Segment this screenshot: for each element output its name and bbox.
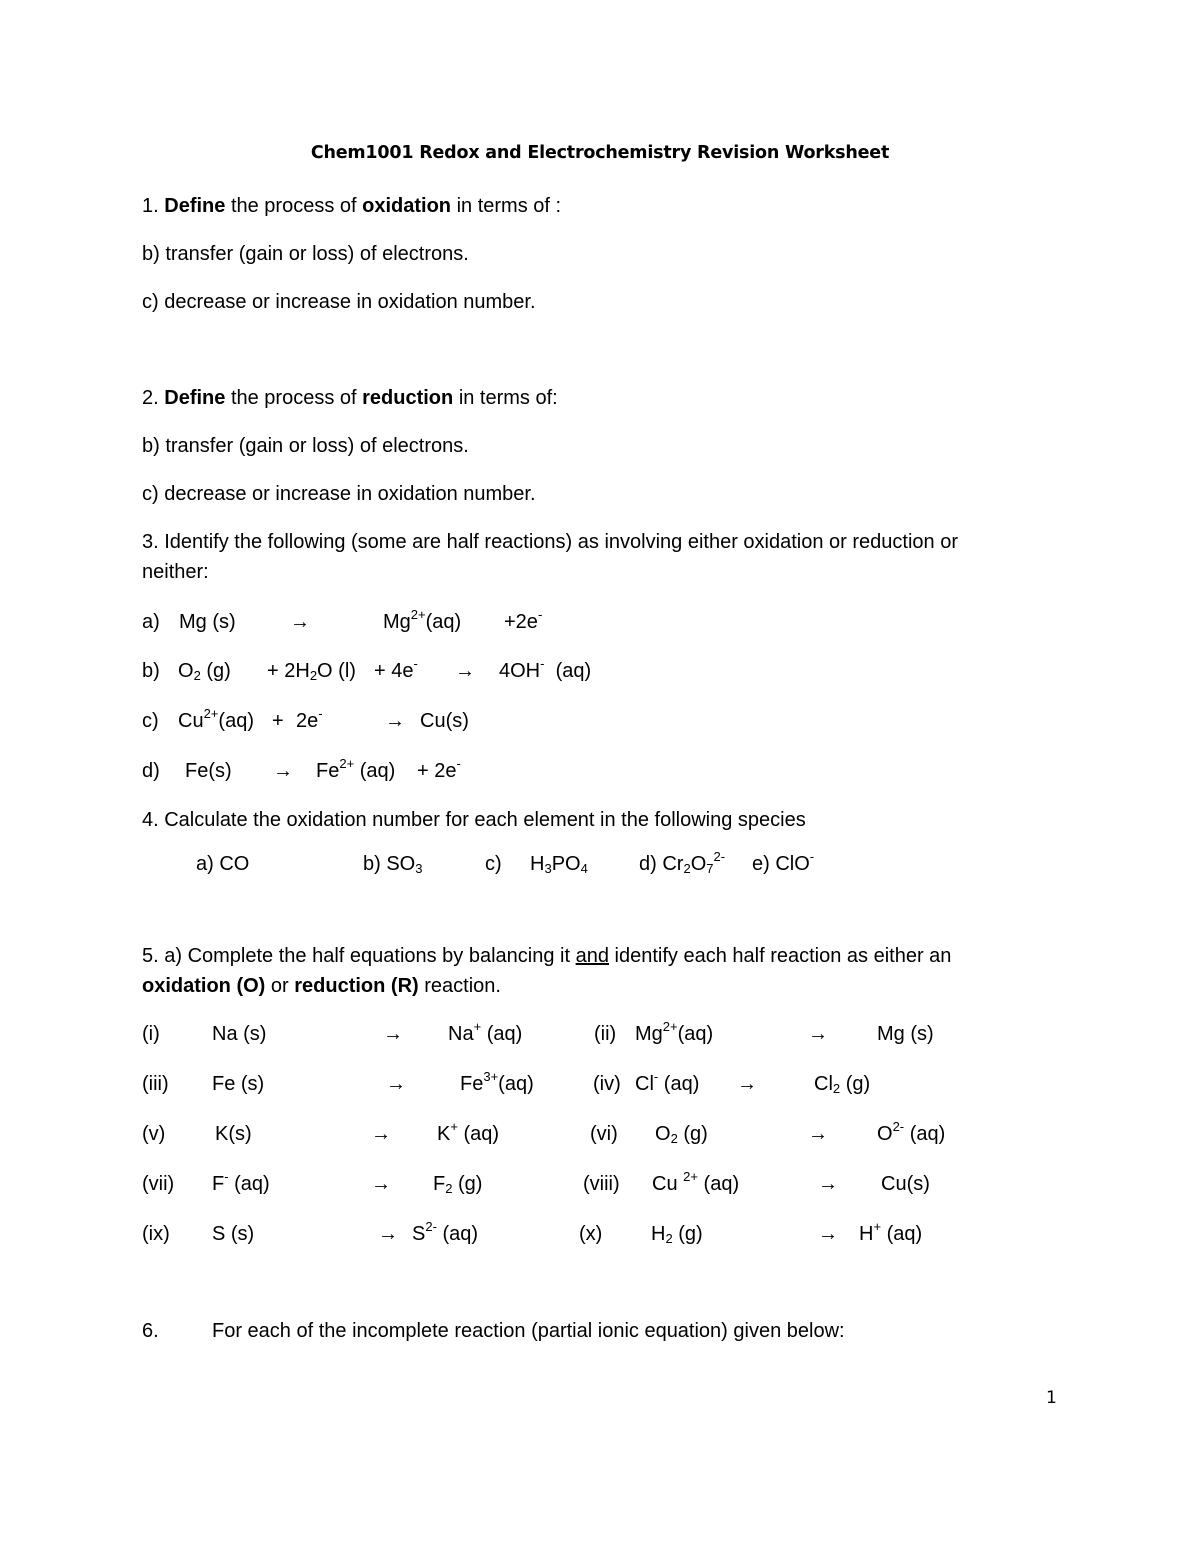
q5-arrow-ii: → [808, 1023, 828, 1045]
q5-reactant-x: $H_2$ (g) [651, 1223, 703, 1246]
q6-text: For each of the incomplete reaction (partial ionic equation) given below: [212, 1320, 845, 1342]
q2-part-c: c) decrease or increase in oxidation number. [142, 483, 536, 505]
q5-product-ii: Mg (s) [877, 1023, 934, 1045]
q5-reactant-iii: Fe (s) [212, 1073, 265, 1095]
q5-label-x: (x) [579, 1223, 603, 1245]
q3d-reactant: Fe(s) [185, 760, 232, 782]
q3d-electrons: + 2e- [417, 756, 461, 782]
q3c-plus: + [272, 710, 284, 732]
q1-part-c: c) decrease or increase in oxidation number. [142, 291, 536, 313]
question-3-line2: neither: [142, 561, 209, 583]
q3a-label: a) [142, 611, 160, 633]
q5-arrow-viii: → [818, 1173, 838, 1195]
q5-arrow-iv: → [737, 1073, 757, 1095]
q2-part-b: b) transfer (gain or loss) of electrons. [142, 435, 469, 457]
q5-reactant-i: Na (s) [212, 1023, 267, 1045]
q3c-electrons: 2e- [296, 706, 323, 732]
q5-arrow-i: → [383, 1023, 403, 1045]
q3d-arrow: → [273, 760, 293, 782]
q5-reactant-ii: $Mg^{2+}(aq)$ [635, 1019, 714, 1045]
q3c-arrow: → [385, 710, 405, 732]
q3c-product: Cu(s) [420, 710, 469, 732]
q4-species-c: $H_3PO_4$ [530, 853, 588, 876]
question-5-line2: oxidation (O) or reduction (R) reaction. [142, 975, 501, 997]
q1-number: 1. [142, 195, 159, 217]
q1-text1: the process of [230, 195, 357, 217]
q5-reactant-viii: Cu $^{2+}$ (aq) [652, 1169, 740, 1195]
q5-product-x: H+ (aq) [859, 1219, 923, 1245]
page-number: 1 [1046, 1388, 1057, 1408]
q5-label-vi: (vi) [590, 1123, 618, 1145]
question-1 [142, 194, 561, 218]
question-4: 4. Calculate the oxidation number for each element in the following species [142, 809, 806, 831]
q3b-label: b) [142, 660, 160, 682]
q1-part-b: b) transfer (gain or loss) of electrons. [142, 243, 469, 265]
q5-label-viii: (viii) [583, 1173, 620, 1195]
q5-reactant-vi: $O_2$ (g) [655, 1123, 708, 1146]
q3c-reactant: $Cu^{2+}(aq)$ [178, 706, 254, 732]
q5-reactant-vii: F- (aq) [212, 1169, 270, 1195]
q4-species-e: e) ClO- [752, 849, 815, 875]
q5-reactant-iv: Cl- (aq) [635, 1069, 700, 1095]
q5-product-v: K+ (aq) [437, 1119, 500, 1145]
q1-keyword: oxidation [362, 195, 452, 217]
q3b-electrons: + 4e- [374, 656, 418, 682]
page-title: Chem1001 Redox and Electrochemistry Revision Worksheet [310, 143, 890, 163]
q3b-water: + $2H_2O$ (l) [267, 660, 356, 683]
question-2 [142, 386, 558, 410]
q5-product-ix: $S^{2-}$ (aq) [412, 1219, 479, 1245]
q3a-reactant: Mg (s) [179, 611, 236, 633]
q5-label-ii: (ii) [594, 1023, 617, 1045]
q1-text2: in terms of : [456, 195, 562, 217]
q5-label-iii: (iii) [142, 1073, 169, 1095]
q5-product-i: Na+ (aq) [448, 1019, 523, 1045]
q4-species-b: b) $SO_3$ [363, 853, 423, 876]
q5-product-iv: $Cl_2$ (g) [814, 1073, 871, 1096]
q3a-product: $Mg^{2+}(aq)$ [383, 607, 462, 633]
q2-keyword: reduction [362, 387, 454, 409]
q3b-arrow: → [455, 660, 475, 682]
q3d-product: $Fe^{2+}$ (aq) [316, 756, 396, 782]
q5-label-v: (v) [142, 1123, 166, 1145]
q5-arrow-v: → [371, 1123, 391, 1145]
q4-species-a: a) CO [196, 853, 250, 875]
q5-reactant-v: K(s) [215, 1123, 252, 1145]
q5-product-vi: $O^{2-}$ (aq) [877, 1119, 946, 1145]
q5-arrow-vi: → [808, 1123, 828, 1145]
q5-arrow-iii: → [386, 1073, 406, 1095]
q5-label-vii: (vii) [142, 1173, 175, 1195]
q4-species-d: d) $Cr_2O_7^{2-}$ [639, 849, 726, 876]
q5-arrow-vii: → [371, 1173, 391, 1195]
q6-number: 6. [142, 1320, 159, 1342]
q5-product-viii: Cu(s) [881, 1173, 930, 1195]
q5-product-vii: $F_2$ (g) [433, 1173, 483, 1196]
q2-number: 2. [142, 387, 159, 409]
q2-text2: in terms of: [458, 387, 558, 409]
question-5-line1: 5. a) Complete the half equations by balancing it and identify each half reaction as either an [142, 945, 952, 967]
q5-label-ix: (ix) [142, 1223, 170, 1245]
q1-define: Define [164, 195, 226, 217]
q3a-electrons: +2e- [504, 607, 543, 633]
q5-product-iii: $Fe^{3+}(aq)$ [460, 1069, 534, 1095]
q5-arrow-x: → [818, 1223, 838, 1245]
q5-label-iv: (iv) [593, 1073, 621, 1095]
q5-label-i: (i) [142, 1023, 160, 1045]
q4-species-c-label: c) [485, 853, 502, 875]
question-3-line1: 3. Identify the following (some are half reactions) as involving either oxidation or reduction or [142, 531, 958, 553]
q3c-label: c) [142, 710, 159, 732]
q5-arrow-ix: → [378, 1223, 398, 1245]
q2-define: Define [164, 387, 226, 409]
q5-reactant-ix: S (s) [212, 1223, 255, 1245]
q3b-oxygen: $O_2$ (g) [178, 660, 231, 683]
q2-text1: the process of [230, 387, 357, 409]
q3b-product: 4OH- (aq) [499, 656, 592, 682]
q3d-label: d) [142, 760, 160, 782]
q3a-arrow: → [290, 611, 310, 633]
